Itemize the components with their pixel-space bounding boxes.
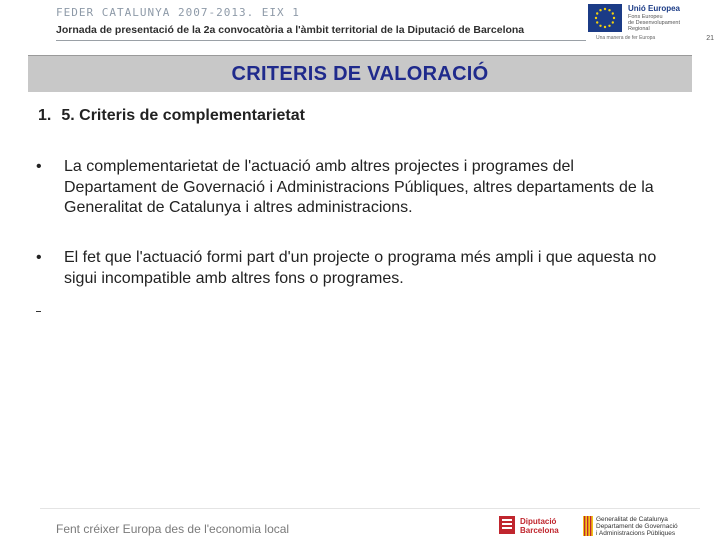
bullet-text: El fet que l'actuació formi part d'un projecte o programa més ampli i que aquesta no sigui incompatible amb altres fons o programes. (64, 249, 657, 287)
event-subtitle: Jornada de presentació de la 2a convocatòria a l'àmbit territorial de la Diputació de Barcelona (56, 24, 525, 36)
eu-title: Unió Europea (628, 4, 681, 13)
eu-flag-icon (588, 4, 622, 32)
eu-star-icon (613, 17, 615, 19)
diputacio-logo-icon (499, 516, 515, 534)
section-title: 5. Criteris de complementarietat (61, 107, 305, 124)
eu-fund-line: Fons Europeu (628, 14, 663, 20)
generalitat-line: Generalitat de Catalunya (596, 516, 668, 523)
empty-bullet-mark (36, 311, 41, 312)
page-number: 21 (706, 35, 714, 42)
eu-star-icon (612, 12, 614, 14)
eu-star-icon (604, 8, 606, 10)
eu-star-icon (596, 12, 598, 14)
eu-star-icon (612, 21, 614, 23)
footer-divider (40, 508, 700, 509)
program-line: FEDER CATALUNYA 2007-2013. EIX 1 (56, 6, 300, 19)
bullet-text: La complementarietat de l'actuació amb altres projectes i programes del Departament de Governació i Administracions Públiques, altres departaments de la Generalitat de Catalunya i altres administracions. (64, 158, 654, 216)
diputacio-line: Diputació (520, 517, 557, 526)
bullet-icon: • (36, 249, 42, 266)
generalitat-name (596, 516, 678, 537)
list-item (36, 157, 656, 221)
eu-fund-line: de Desenvolupament (628, 20, 680, 26)
eu-fund-line: Regional (628, 26, 650, 32)
diputacio-name (520, 517, 559, 535)
eu-star-icon (608, 25, 610, 27)
section-heading (38, 107, 305, 125)
section-number: 1. (38, 107, 52, 124)
header-divider (56, 40, 586, 41)
generalitat-line: i Administracions Públiques (596, 530, 676, 537)
eu-star-icon (604, 26, 606, 28)
list-item (36, 248, 656, 290)
eu-motto: Una manera de fer Europa (596, 35, 656, 41)
eu-star-icon (596, 21, 598, 23)
eu-star-icon (595, 17, 597, 19)
footer-slogan: Fent créixer Europa des de l'economia local (56, 522, 290, 536)
eu-logo-block (588, 4, 700, 42)
eu-star-icon (599, 9, 601, 11)
diputacio-line: Barcelona (520, 526, 559, 535)
bullet-icon: • (36, 158, 42, 175)
slide-title: CRITERIS DE VALORACIÓ (231, 62, 489, 85)
generalitat-line: Departament de Governació (596, 523, 678, 530)
title-band (28, 55, 692, 92)
eu-star-icon (599, 25, 601, 27)
eu-star-icon (608, 9, 610, 11)
generalitat-logo-icon (583, 516, 593, 536)
